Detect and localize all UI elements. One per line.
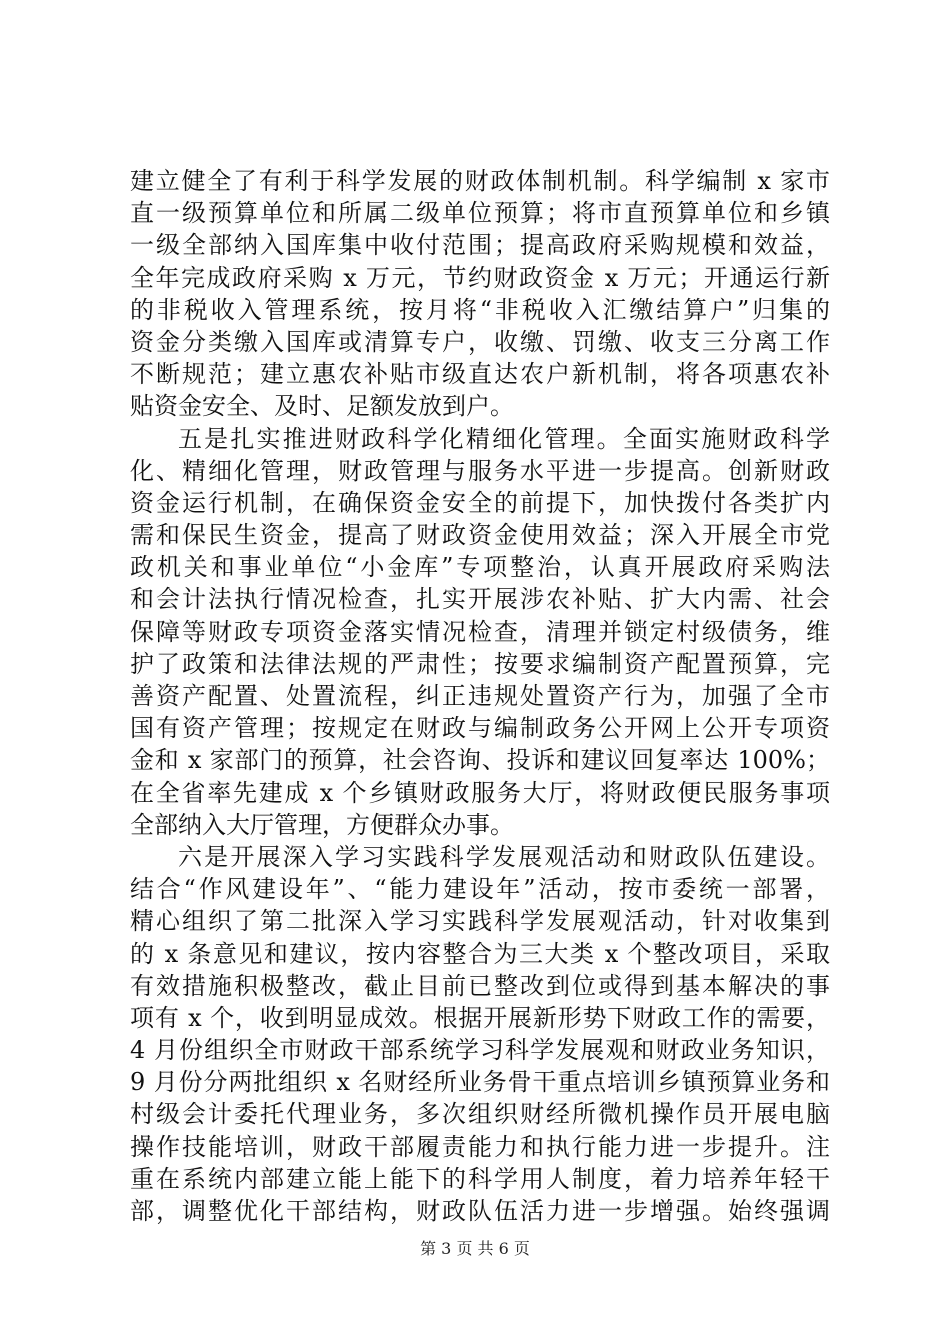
text-line: 有效措施积极整改，截止目前已整改到位或得到基本解决的事: [130, 971, 830, 1000]
text-line: 村级会计委托代理业务，多次组织财经所微机操作员开展电脑: [130, 1100, 830, 1129]
text-line: 贴资金安全、及时、足额发放到户。: [130, 392, 514, 421]
text-line: 建立健全了有利于科学发展的财政体制机制。科学编制 x 家市: [130, 167, 830, 195]
body-text: [130, 165, 830, 1227]
text-line: 不断规范；建立惠农补贴市级直达农户新机制，将各项惠农补: [130, 360, 830, 389]
paragraph-start-line: 五是扎实推进财政科学化精细化管理。全面实施财政科学: [178, 424, 830, 453]
text-line: 一级全部纳入国库集中收付范围；提高政府采购规模和效益，: [130, 231, 830, 260]
text-line: 护了政策和法律法规的严肃性；按要求编制资产配置预算，完: [130, 649, 830, 678]
paragraph-start-line: 六是开展深入学习实践科学发展观活动和财政队伍建设。: [178, 842, 830, 871]
text-line: 全部纳入大厅管理，方便群众办事。: [130, 810, 514, 839]
text-line: 重在系统内部建立能上能下的科学用人制度，着力培养年轻干: [130, 1164, 830, 1193]
text-line: 资金运行机制，在确保资金安全的前提下，加快拨付各类扩内: [130, 488, 830, 517]
text-line: 精心组织了第二批深入学习实践科学发展观活动，针对收集到: [130, 907, 830, 936]
text-line: 资金分类缴入国库或清算专户，收缴、罚缴、收支三分离工作: [130, 327, 830, 356]
text-line: 在全省率先建成 x 个乡镇财政服务大厅，将财政便民服务事项: [130, 778, 830, 807]
text-line: 全年完成政府采购 x 万元，节约财政资金 x 万元；开通运行新: [130, 263, 830, 292]
text-line: 操作技能培训，财政干部履责能力和执行能力进一步提升。注: [130, 1132, 830, 1161]
text-line: 9 月份分两批组织 x 名财经所业务骨干重点培训乡镇预算业务和: [130, 1068, 830, 1097]
text-line: 的非税收入管理系统，按月将“非税收入汇缴结算户”归集的: [130, 295, 830, 324]
text-line: 保障等财政专项资金落实情况检查，清理并锁定村级债务，维: [130, 617, 830, 646]
text-line: 政机关和事业单位“小金库”专项整治，认真开展政府采购法: [130, 553, 830, 582]
text-line: 4 月份组织全市财政干部系统学习科学发展观和财政业务知识，: [130, 1036, 830, 1065]
text-line: 金和 x 家部门的预算，社会咨询、投诉和建议回复率达 100%；: [130, 746, 830, 775]
text-line: 化、精细化管理，财政管理与服务水平进一步提高。创新财政: [130, 456, 830, 485]
text-line: 部，调整优化干部结构，财政队伍活力进一步增强。始终强调: [130, 1197, 830, 1225]
text-line: 需和保民生资金，提高了财政资金使用效益；深入开展全市党: [130, 521, 830, 550]
text-line: 和会计法执行情况检查，扎实开展涉农补贴、扩大内需、社会: [130, 585, 830, 614]
text-line: 直一级预算单位和所属二级单位预算；将市直预算单位和乡镇: [130, 199, 830, 228]
text-line: 项有 x 个，收到明显成效。根据开展新形势下财政工作的需要，: [130, 1003, 830, 1032]
page-footer: 第 3 页 共 6 页: [420, 1239, 530, 1258]
text-line: 善资产配置、处置流程，纠正违规处置资产行为，加强了全市: [130, 682, 830, 710]
text-line: 国有资产管理；按规定在财政与编制政务公开网上公开专项资: [130, 714, 830, 743]
text-line: 的 x 条意见和建议，按内容整合为三大类 x 个整改项目，采取: [130, 939, 830, 968]
text-line: 结合“作风建设年”、“能力建设年”活动，按市委统一部署，: [130, 875, 830, 904]
